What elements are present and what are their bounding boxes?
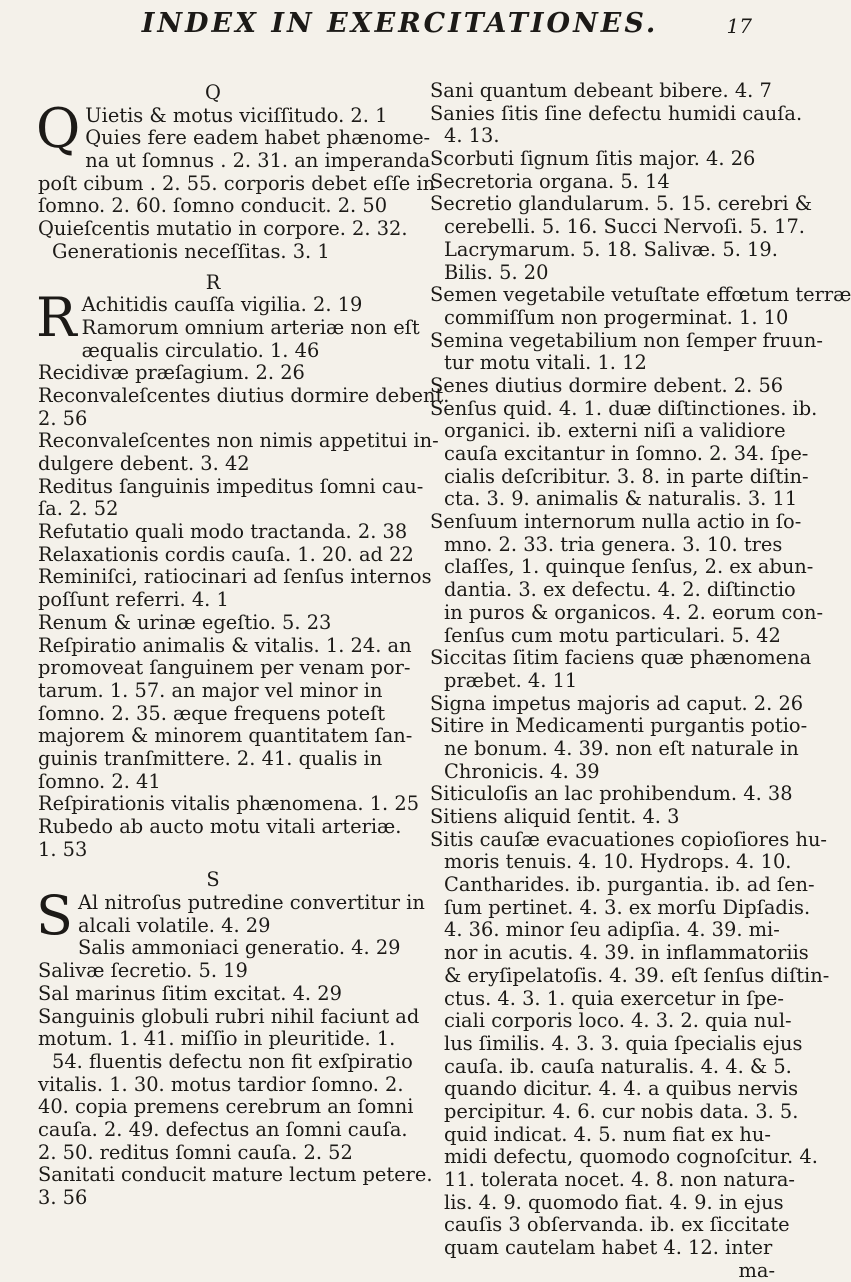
index-entry: cauſa excitantur in ſomno. 2. 34. ſpe- [444, 442, 809, 465]
index-entry: midi defectu, quomodo cognoſcitur. 4. [444, 1145, 818, 1169]
index-entry: ſomno. 2. 60. ſomno conducit. 2. 50 [38, 194, 388, 218]
index-entry: tarum. 1. 57. an major vel minor in [38, 678, 383, 702]
dropcap-s: S [36, 884, 73, 948]
index-entry: vitalis. 1. 30. motus tardior ſomno. 2. [38, 1072, 404, 1096]
index-entry: Senſuum internorum nulla actio in ſo- [430, 510, 802, 534]
index-entry: majorem & minorem quantitatem ſan- [38, 724, 413, 748]
index-entry: tur motu vitali. 1. 12 [444, 351, 647, 375]
index-entry: Sani quantum debeant bibere. 4. 7 [430, 79, 772, 102]
index-entry: na ut ſomnus . 2. 31. an imperanda [85, 149, 431, 173]
section-s [36, 884, 433, 1210]
index-entry: & eryſipelatoſis. 4. 39. eſt ſenſus diſtin- [444, 963, 830, 987]
index-entry: quam cautelam habet 4. 12. inter [444, 1236, 773, 1260]
index-entry: Sanies ſitis ſine defectu humidi cauſa. [430, 101, 803, 125]
index-entry: Semen vegetabile vetuſtate effœtum terræ [430, 283, 851, 307]
section-heading-r: R [205, 270, 221, 294]
dropcap-q: Q [36, 96, 81, 160]
index-entry: ſomno. 2. 35. æque frequens poteſt [38, 701, 386, 725]
index-entry: Renum & urinæ egeſtio. 5. 23 [38, 610, 332, 634]
index-entry: motum. 1. 41. miſſio in pleuritide. 1. [38, 1027, 396, 1051]
index-entry: alcali volatile. 4. 29 [78, 913, 271, 937]
page-number: 17 [726, 14, 752, 38]
section-heading-q: Q [205, 81, 221, 104]
index-entry: mno. 2. 33. tria genera. 3. 10. tres [444, 532, 783, 556]
index-entry: Quieſcentis mutatio in corpore. 2. 32. [38, 217, 408, 241]
index-entry: ſomno. 2. 41 [38, 769, 161, 793]
index-entry: quando dicitur. 4. 4. a quibus nervis [444, 1077, 799, 1101]
index-entry: Quies fere eadem habet phænome- [85, 126, 431, 150]
index-entry: Sanguinis globuli rubri nihil faciunt ad [38, 1004, 420, 1028]
index-entry: Relaxationis cordis cauſa. 1. 20. ad 22 [38, 542, 414, 566]
index-entry: dulgere debent. 3. 42 [38, 452, 250, 475]
index-entry: Bilis. 5. 20 [444, 260, 549, 284]
index-entry: æqualis circulatio. 1. 46 [81, 338, 320, 362]
index-entry: Reminiſci, ratiocinari ad ſenſus internos [38, 565, 432, 589]
index-entry: commiſſum non progerminat. 1. 10 [444, 305, 789, 329]
index-entry: Sitis cauſæ evacuationes copioſiores hu- [430, 827, 827, 851]
index-entry: ne bonum. 4. 39. non eſt naturale in [444, 736, 799, 760]
index-entry: moris tenuis. 4. 10. Hydrops. 4. 10. [444, 850, 792, 874]
index-entry: cta. 3. 9. animalis & naturalis. 3. 11 [444, 487, 798, 511]
index-entry: Secretio glandularum. 5. 15. cerebri & [430, 192, 813, 216]
index-entry: Signa impetus majoris ad caput. 2. 26 [430, 691, 804, 715]
index-entry: ſenſus cum motu particulari. 5. 42 [444, 623, 781, 647]
index-entry: Uietis & motus viciſſitudo. 2. 1 [85, 103, 388, 127]
index-entry: lus ſimilis. 4. 3. 3. quia ſpecialis ejus [444, 1031, 803, 1055]
index-entry: poſt cibum . 2. 55. corporis debet eſſe in [38, 171, 436, 195]
index-entry: Cantharides. ib. purgantia. ib. ad ſen- [444, 873, 815, 897]
catchword: ma- [738, 1258, 775, 1282]
index-entry: cauſa. ib. cauſa naturalis. 4. 4. & 5. [444, 1054, 792, 1078]
index-entry: Chronicis. 4. 39 [444, 759, 600, 783]
index-entry: 40. copia premens cerebrum an ſomni [38, 1095, 414, 1119]
index-entry: Reconvaleſcentes non nimis appetitui in- [38, 429, 439, 453]
index-entry: cialis deſcribitur. 3. 8. in parte diſtin- [444, 464, 809, 488]
index-entry: 4. 36. minor ſeu adipſia. 4. 39. mi- [444, 918, 780, 942]
index-entry: præbet. 4. 11 [444, 668, 578, 692]
index-entry: Senſus quid. 4. 1. duæ diſtinctiones. ib. [430, 396, 818, 420]
index-entry: Rubedo ab aucto motu vitali arteriæ. [38, 815, 402, 838]
index-entry: ſa. 2. 52 [38, 497, 119, 521]
index-entry: lis. 4. 9. quomodo fiat. 4. 9. in ejus [444, 1190, 784, 1214]
index-entry: 3. 56 [38, 1186, 88, 1209]
index-entry: Refutatio quali modo tractanda. 2. 38 [38, 520, 408, 544]
index-entry: percipitur. 4. 6. cur nobis data. 3. 5. [444, 1099, 799, 1123]
index-entry: Scorbuti ſignum ſitis major. 4. 26 [430, 147, 756, 171]
index-entry: ctus. 4. 3. 1. quia exercetur in ſpe- [444, 986, 784, 1010]
index-entry: 2. 50. reditus ſomni cauſa. 2. 52 [38, 1140, 353, 1164]
index-entry: Achitidis cauſſa vigilia. 2. 19 [81, 293, 363, 317]
section-r [36, 286, 450, 861]
left-column [36, 81, 450, 1210]
index-entry: Senes diutius dormire debent. 2. 56 [430, 373, 784, 397]
running-head [0, 8, 800, 48]
index-entry: Reditus ſanguinis impeditus ſomni cau- [38, 474, 424, 498]
index-entry: claſſes, 1. quinque ſenſus, 2. ex abun- [444, 555, 814, 579]
index-entry: dantia. 3. ex defectu. 4. 2. diſtinctio [444, 578, 796, 602]
index-entry: Semina vegetabilium non ſemper fruun- [430, 328, 823, 352]
index-entry: 54. fluentis defectu non fit exſpiratio [52, 1049, 413, 1073]
index-entry: Generationis neceſſitas. 3. 1 [52, 239, 330, 263]
index-entry: ſum pertinet. 4. 3. ex morſu Dipſadis. [444, 895, 811, 919]
section-heading-s: S [206, 868, 220, 892]
index-entry: Reconvaleſcentes diutius dormire debent. [38, 383, 450, 407]
index-entry: guinis tranſmittere. 2. 41. qualis in [38, 746, 383, 770]
index-entry: cauſis 3 obſervanda. ib. ex ſiccitate [444, 1213, 790, 1237]
index-entry: cerebelli. 5. 16. Succi Nervoſi. 5. 17. [444, 215, 805, 239]
index-entry: cauſa. 2. 49. defectus an ſomni cauſa. [38, 1117, 408, 1141]
index-entry: promoveat ſanguinem per venam por- [38, 656, 411, 680]
index-entry: Recidivæ præſagium. 2. 26 [38, 361, 305, 385]
index-entry: Sitiens aliquid ſentit. 4. 3 [430, 805, 680, 828]
index-entry: Ramorum omnium arteriæ non eſt [81, 315, 420, 339]
section-q [36, 96, 436, 264]
index-entry: Secretoria organa. 5. 14 [430, 169, 670, 193]
index-entry: Sitire in Medicamenti purgantis potio- [430, 714, 808, 738]
index-entry: 1. 53 [38, 837, 88, 861]
running-title: INDEX IN EXERCITATIONES. [141, 8, 659, 39]
index-entry: Al nitroſus putredine convertitur in [78, 891, 425, 915]
index-entry: nor in acutis. 4. 39. in inflammatoriis [444, 941, 809, 965]
index-entry: Reſpirationis vitalis phænomena. 1. 25 [38, 792, 420, 816]
index-entry: 4. 13. [444, 124, 500, 148]
index-entry: organici. ib. externi niſi a validiore [444, 419, 786, 443]
right-column [430, 79, 851, 1282]
index-entry: 11. tolerata nocet. 4. 8. non natura- [444, 1168, 795, 1191]
index-entry: Salis ammoniaci generatio. 4. 29 [78, 936, 401, 960]
index-entry: in puros & organicos. 4. 2. eorum con- [444, 600, 824, 624]
dropcap-r: R [36, 286, 77, 350]
index-entry: 2. 56 [38, 406, 88, 430]
index-entry: Sal marinus ſitim excitat. 4. 29 [38, 981, 342, 1005]
index-entry: Sanitati conducit mature lectum petere. [38, 1163, 433, 1187]
index-entry: Reſpiratio animalis & vitalis. 1. 24. an [38, 633, 412, 657]
index-entry: Siticuloſis an lac prohibendum. 4. 38 [430, 782, 793, 806]
index-entry: ciali corporis loco. 4. 3. 2. quia nul- [444, 1009, 792, 1033]
index-entry: Lacrymarum. 5. 18. Salivæ. 5. 19. [444, 237, 778, 261]
index-entry: poſſunt referri. 4. 1 [38, 588, 229, 612]
index-entry: quid indicat. 4. 5. num fiat ex hu- [444, 1122, 771, 1146]
index-entry: Salivæ ſecretio. 5. 19 [38, 959, 248, 983]
index-entry: Siccitas ſitim faciens quæ phænomena [430, 646, 812, 670]
